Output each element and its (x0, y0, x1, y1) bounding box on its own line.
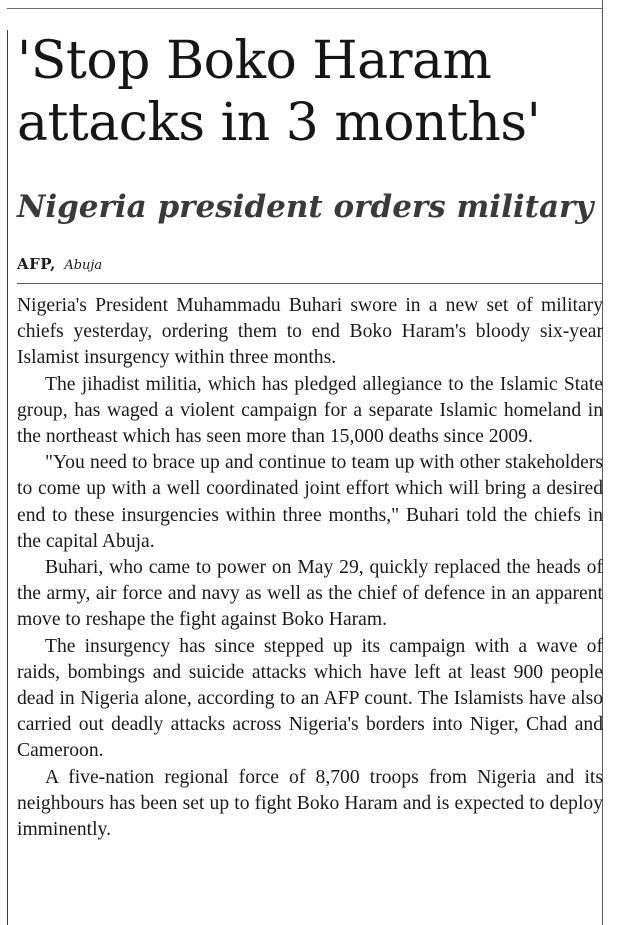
article-paragraph: Buhari, who came to power on May 29, quickly replaced the heads of the army, air force and navy as well as the chief of defence in an apparent move to reshape the fight against Boko Haram. (17, 557, 603, 631)
headline (17, 30, 607, 154)
byline-rule (17, 283, 603, 284)
byline (17, 254, 607, 276)
article-paragraph: A five-nation regional force of 8,700 troops from Nigeria and its neighbours has been set up to fight Boko Haram and is expected to deploy imminently. (17, 766, 603, 841)
article-paragraph: The insurgency has since stepped up its campaign with a wave of raids, bombings and suicide attacks which have left at least 900 people dead in Nigeria alone, according to an AFP count. The Islamists have also carried out deadly attacks across Nigeria's borders into Niger, Chad and Cameroon. (17, 635, 603, 762)
article-paragraph: "You need to brace up and continue to team up with other stakeholders to come up with a well coordinated joint effort which will bring a desired end to these insurgencies within three months," Buhari told the chiefs in the capital Abuja. (17, 452, 603, 552)
headline-line-1: 'Stop Boko Haram (17, 31, 492, 91)
byline-location: Abuja (64, 258, 103, 273)
headline-line-2: attacks in 3 months' (17, 93, 541, 153)
article-paragraph: Nigeria's President Muhammadu Buhari swore in a new set of military chiefs yesterday, ordering them to end Boko Haram's bloody six-year Islamist insurgency within three months. (17, 295, 603, 369)
article-body (17, 293, 603, 843)
left-column-rule (7, 30, 8, 925)
byline-agency: AFP, (17, 255, 56, 273)
article-paragraph: The jihadist militia, which has pledged allegiance to the Islamic State group, has waged a violent campaign for a separate Islamic homeland in the northeast which has seen more than 15,000 deaths since 2009. (17, 373, 603, 448)
top-rule (7, 8, 603, 9)
subheadline: Nigeria president orders military (17, 189, 594, 225)
